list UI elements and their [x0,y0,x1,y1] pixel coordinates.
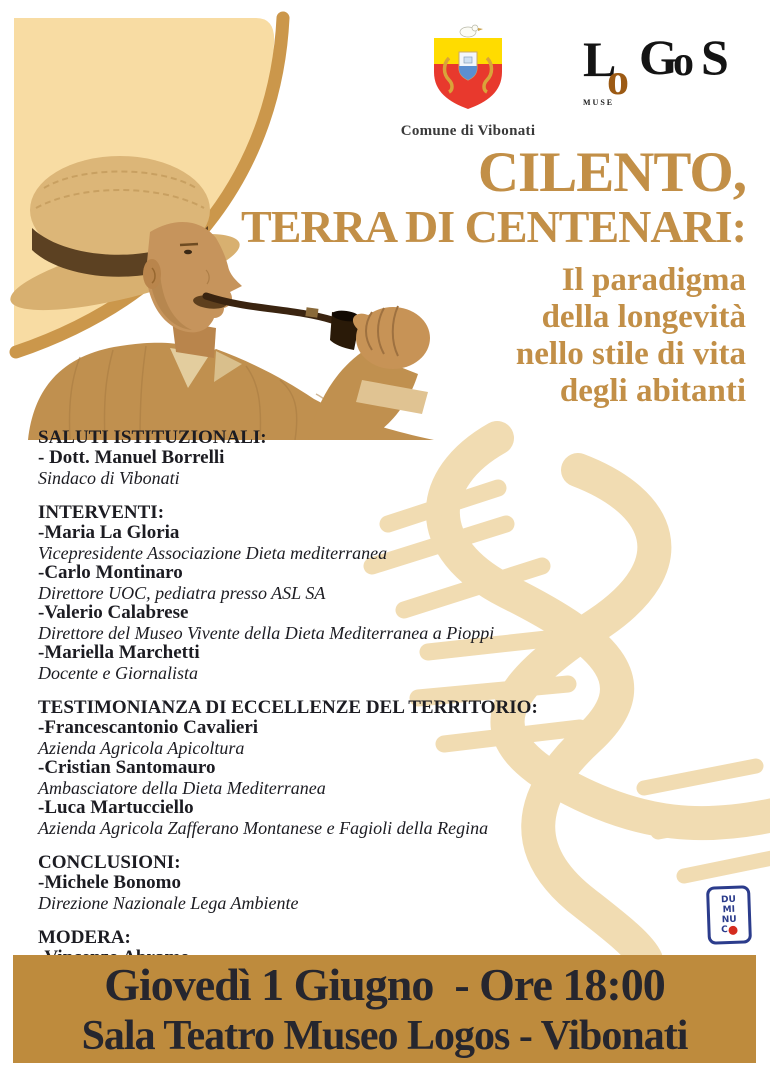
logos-letter: L [583,31,617,87]
program-section-testimonianza [38,698,688,838]
duminuco-line: DU [720,894,737,906]
duminuco-line: MI [722,904,736,916]
speaker-name: -Carlo Montinaro [38,562,183,583]
vibonati-coat-of-arms-icon [427,20,509,112]
subtitle-line: Il paradigma [561,262,746,298]
museo-logos-logo [583,28,733,112]
section-title: CONCLUSIONI: [38,852,181,873]
section-title: INTERVENTI: [38,502,165,523]
speaker-role: Azienda Agricola Zafferano Montanese e Fagioli della Regina [38,818,489,838]
speaker-name: -Valerio Calabrese [38,602,189,623]
duminuco-logo [706,885,752,945]
event-details-band [13,955,756,1063]
program-section-saluti [38,428,688,488]
speaker-name: -Luca Martucciello [38,797,194,818]
speaker-role: Vicepresidente Associazione Dieta mediterranea [38,543,388,563]
subtitle [241,262,746,410]
logos-letter-brown-o: o [607,55,629,104]
program [38,428,688,983]
title-line-2: TERRA DI CENTENARI: [241,201,746,252]
speaker-name: -Maria La Gloria [38,522,180,543]
subtitle-line: degli abitanti [559,373,746,409]
speaker-name: -Michele Bonomo [38,872,182,893]
speaker-role: Ambasciatore della Dieta Mediterranea [38,778,326,798]
comune-di-vibonati-logo [398,20,538,140]
speaker-name: -Cristian Santomauro [38,757,216,778]
speaker-name: -Mariella Marchetti [38,642,200,663]
duminuco-red-dot-icon [729,925,738,934]
event-venue: Sala Teatro Museo Logos - Vibonati [81,1012,688,1059]
section-title: SALUTI ISTITUZIONALI: [38,427,267,448]
duminuco-line [721,925,738,936]
speaker-role: Direttore UOC, pediatra presso ASL SA [38,583,326,603]
comune-label: Comune di Vibonati [400,123,536,139]
logos-letter: S [701,29,729,85]
speaker-role: Docente e Giornalista [38,663,198,683]
logos-letter: G [639,29,678,85]
title-line-1: CILENTO, [477,141,746,204]
poster-title [241,141,746,410]
event-date-time: Giovedì 1 Giugno - Ore 18:00 [104,958,665,1010]
speaker-name: -Francescantonio Cavalieri [38,717,259,738]
logos-letter: o [673,39,694,85]
speaker-role: Azienda Agricola Apicoltura [38,738,245,758]
speaker-name: - Dott. Manuel Borrelli [38,447,225,468]
duminuco-line: NU [721,914,737,926]
speaker-role: Direttore del Museo Vivente della Dieta Mediterranea a Pioppi [38,623,495,643]
speaker-role: Sindaco di Vibonati [38,468,180,488]
speaker-role: Direzione Nazionale Lega Ambiente [38,893,299,913]
muse-label: MUSE [583,98,615,107]
program-section-conclusioni [38,853,688,913]
section-title: MODERA: [38,927,131,948]
subtitle-line: nello stile di vita [515,336,746,372]
section-title: TESTIMONIANZA DI ECCELLENZE DEL TERRITORIO: [38,697,538,718]
subtitle-line: della longevità [541,299,746,335]
duminuco-letter-c: C [721,925,728,936]
program-section-interventi [38,503,688,683]
